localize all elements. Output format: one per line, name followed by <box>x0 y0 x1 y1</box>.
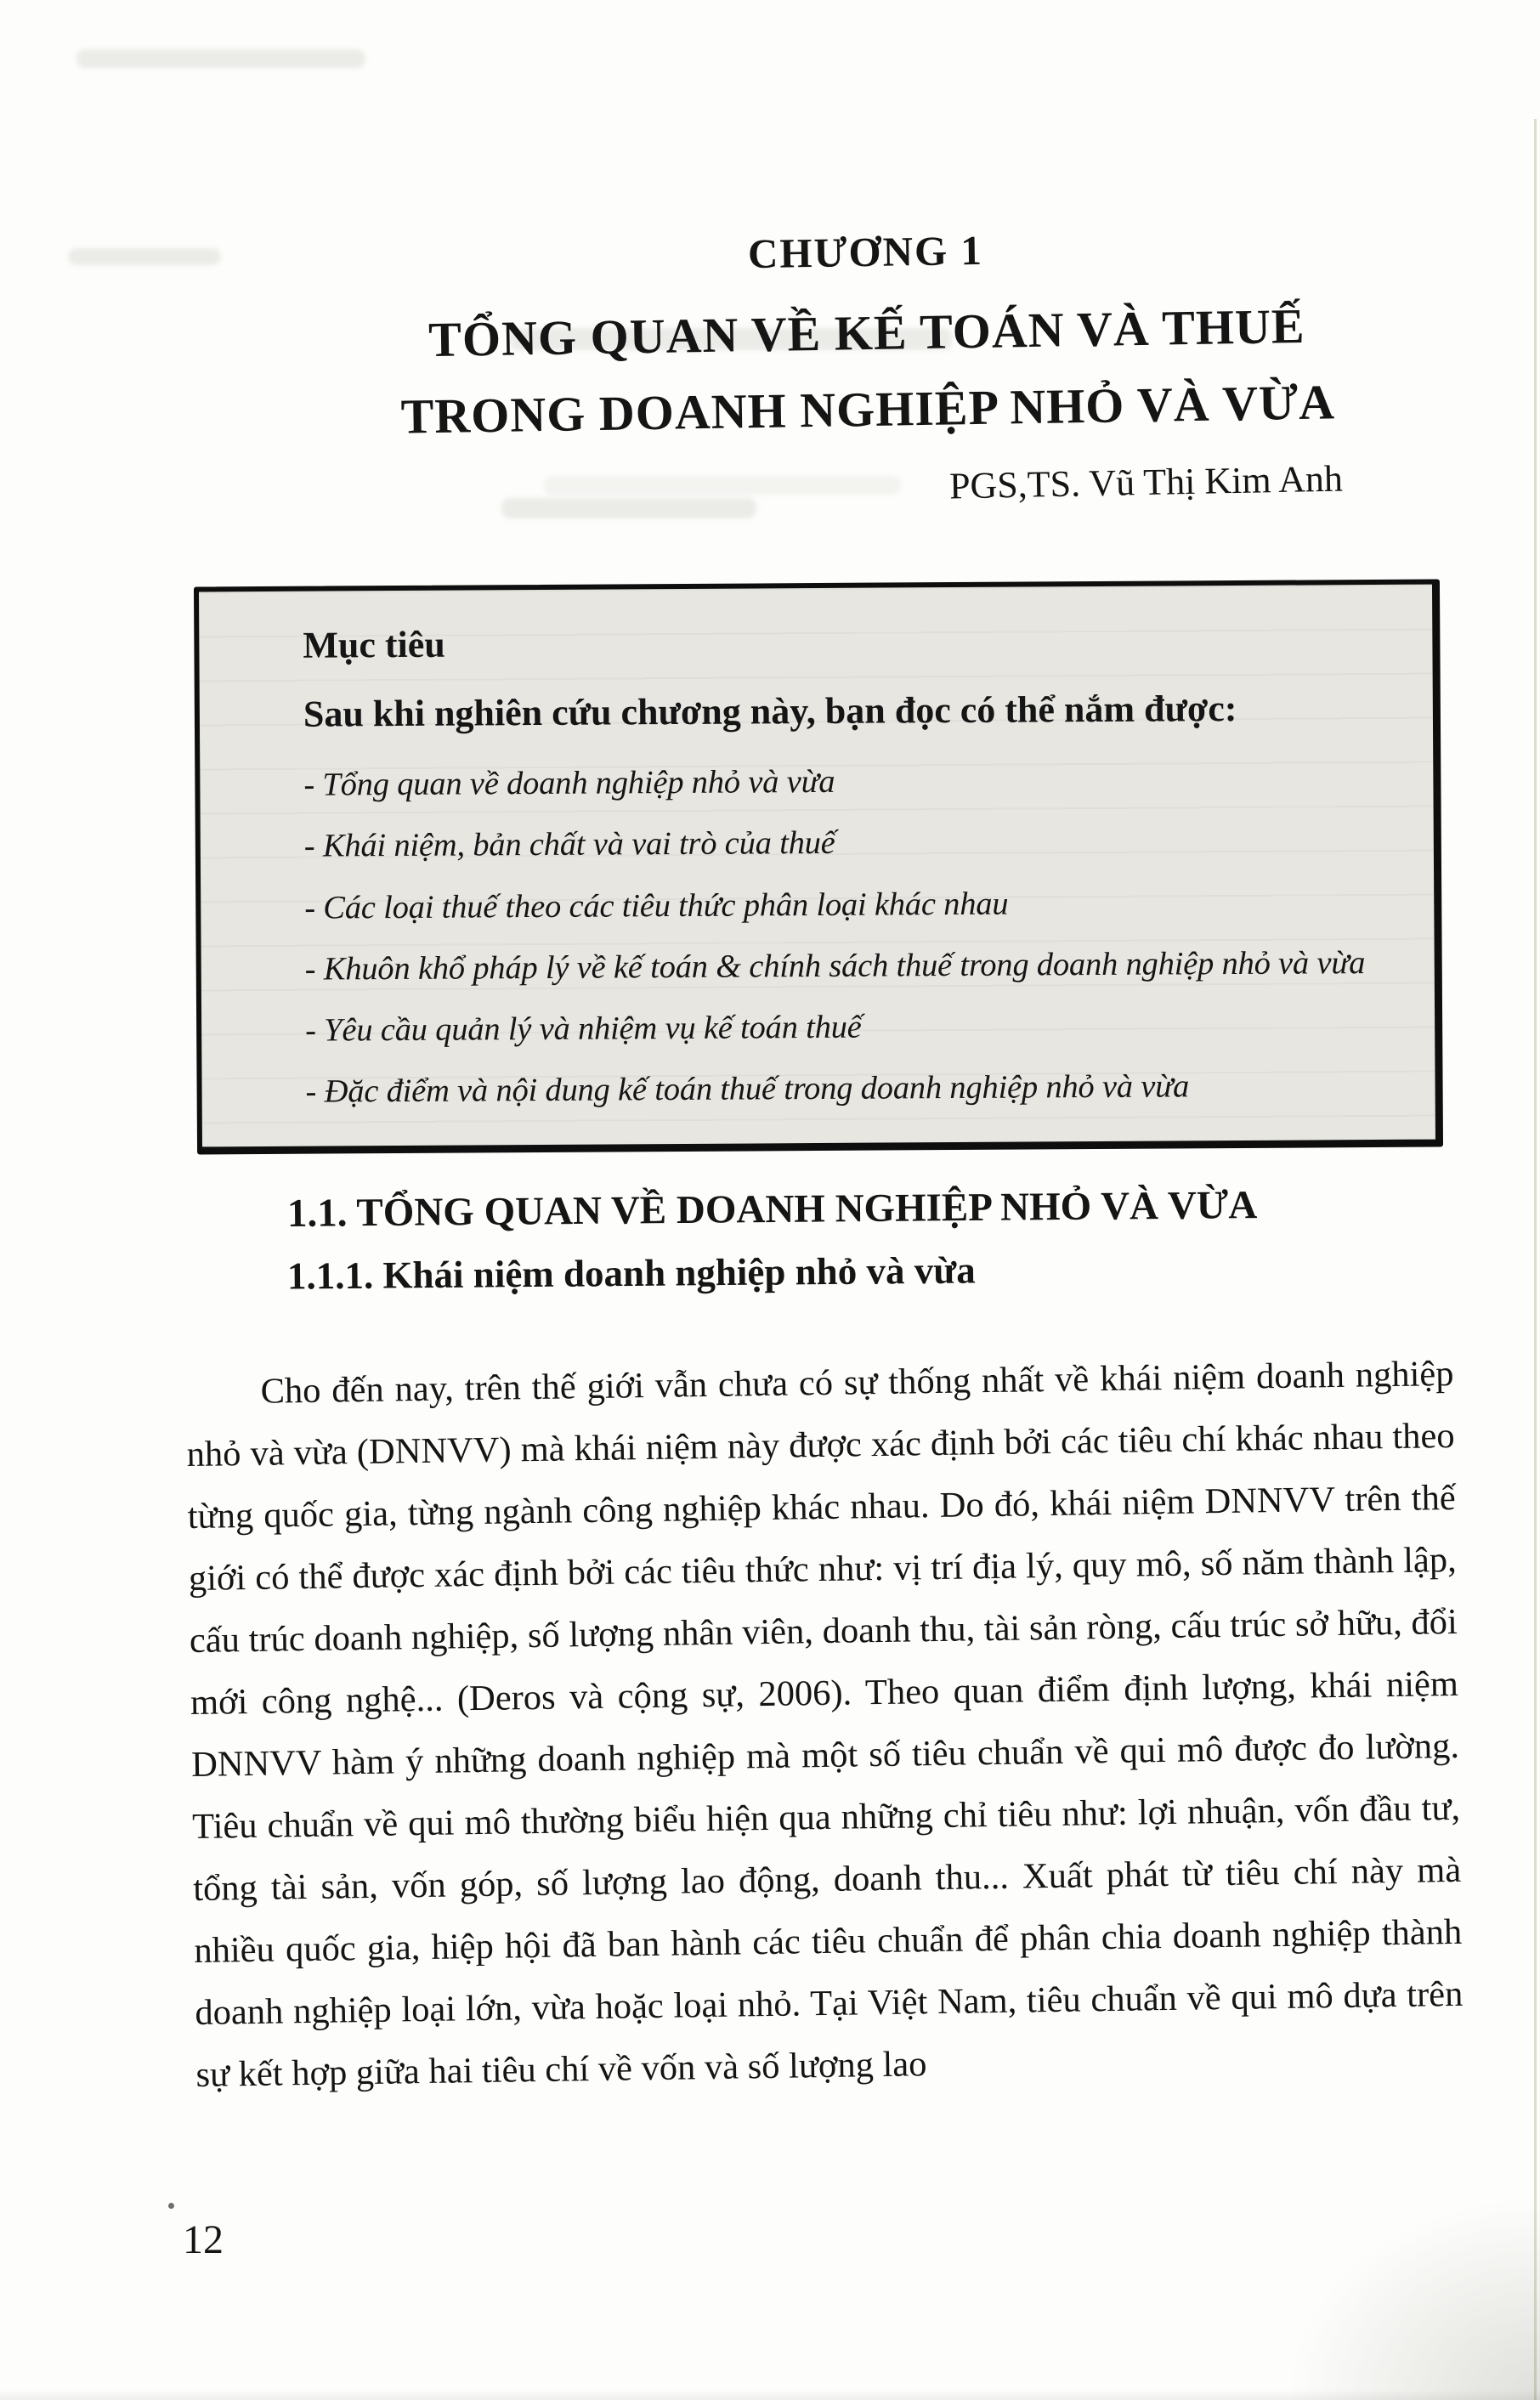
objective-item: - Khuôn khổ pháp lý về kế toán & chính sách thuế trong doanh nghiệp nhỏ và vừa <box>304 944 1366 988</box>
ink-speck <box>168 2203 174 2209</box>
subsection-heading-1-1-1: 1.1.1. Khái niệm doanh nghiệp nhỏ và vừa <box>286 1248 976 1298</box>
page-corner-shadow <box>1285 2196 1540 2400</box>
objective-item: - Tổng quan về doanh nghiệp nhỏ và vừa <box>303 763 835 803</box>
objective-item: - Yêu cầu quản lý và nhiệm vụ kế toán thuế <box>305 1009 862 1049</box>
chapter-label: CHƯƠNG 1 <box>747 226 984 278</box>
bleed-through-artifact <box>76 49 365 68</box>
objective-item: - Đặc điểm và nội dung kế toán thuế trong doanh nghiệp nhỏ và vừa <box>305 1068 1190 1111</box>
body-paragraph: Cho đến nay, trên thế giới vẫn chưa có sự thống nhất về khái niệm doanh nghiệp nhỏ và vừa (DNNVV) mà khái niệm này được xác định bởi các tiêu chí khác nhau theo từng quốc gia, từng ngành công nghiệp khác nhau. Do đó, khái niệm DNNVV trên thế giới có thể được xác định bởi các tiêu thức như: vị trí địa lý, quy mô, số năm thành lập, cấu trúc doanh nghiệp, số lượng nhân viên, doanh thu, tài sản ròng, cấu trúc sở hữu, đổi mới công nghệ... (Deros và cộng sự, 2006). Theo quan điểm định lượng, khái niệm DNNVV hàm ý những doanh nghiệp mà một số tiêu chuẩn về qui mô được đo lường. Tiêu chuẩn về qui mô thường biểu hiện qua những chỉ tiêu như: lợi nhuận, vốn đầu tư, tổng tài sản, vốn góp, số lượng lao động, doanh thu... Xuất phát từ tiêu chí này mà nhiều quốc gia, hiệp hội đã ban hành các tiêu chuẩn để phân chia doanh nghiệp thành doanh nghiệp loại lớn, vừa hoặc loại nhỏ. Tại Việt Nam, tiêu chuẩn về qui mô dựa trên sự kết hợp giữa hai tiêu chí về vốn và số lượng lao <box>186 1353 1464 2095</box>
section-heading-1-1: 1.1. TỔNG QUAN VỀ DOANH NGHIỆP NHỎ VÀ VỪA <box>286 1183 1258 1236</box>
chapter-title-block <box>194 218 1540 459</box>
page-bottom-shadow <box>0 2390 1540 2400</box>
objective-item: - Các loại thuế theo các tiêu thức phân loại khác nhau <box>304 886 1009 926</box>
objectives-box <box>194 580 1443 1155</box>
bleed-through-artifact <box>544 476 901 495</box>
objectives-heading: Mục tiêu <box>303 623 445 666</box>
page-edge-line <box>1534 119 1537 2400</box>
bleed-through-artifact <box>501 498 756 518</box>
objectives-intro: Sau khi nghiên cứu chương này, bạn đọc có thể nắm được: <box>303 687 1237 735</box>
chapter-title-line1: TỔNG QUAN VỀ KẾ TOÁN VÀ THUẾ <box>427 297 1306 368</box>
chapter-title-line2: TRONG DOANH NGHIỆP NHỎ VÀ VỪA <box>400 374 1336 444</box>
objective-item: - Khái niệm, bản chất và vai trò của thuế <box>303 825 835 864</box>
author-byline: PGS,TS. Vũ Thị Kim Anh <box>948 457 1344 507</box>
page-number: 12 <box>183 2217 224 2262</box>
